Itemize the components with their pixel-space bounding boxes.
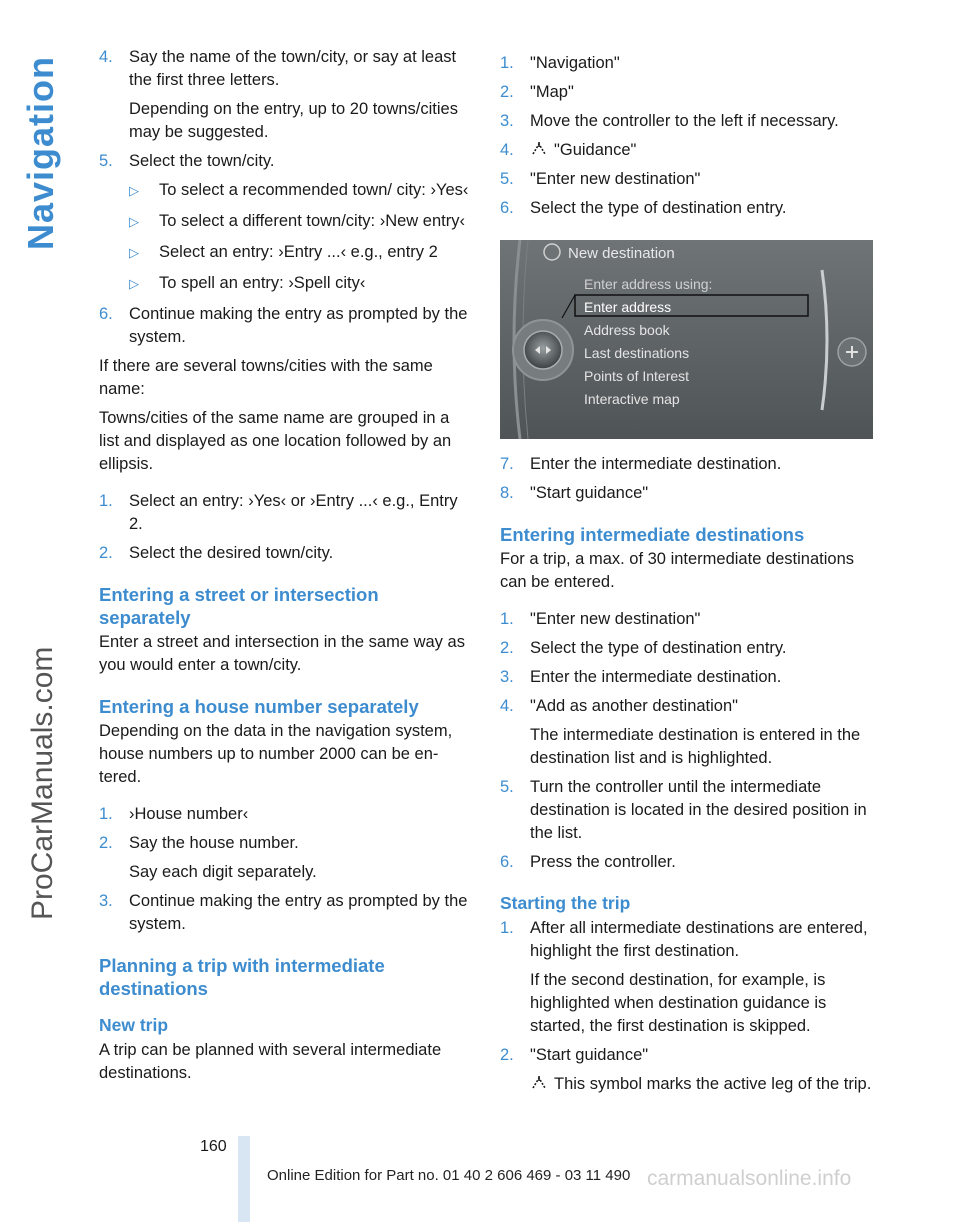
bullet-different: ▷ To select a different town/city: ›New entry‹	[129, 212, 465, 230]
left-column	[99, 46, 474, 1091]
paragraph-house-number: Depending on the data in the navigation system, house numbers up to number 2000 can be entered.	[99, 722, 453, 786]
bullet-recommended: ▷ To select a recommended town/ city: ›Yes‹	[129, 181, 469, 199]
house-step-1: 1. ›House number‹	[99, 805, 249, 823]
heading-starting-trip: Starting the trip	[500, 893, 631, 913]
heading-intermediate: Entering intermediate destinations	[500, 524, 805, 545]
section-side-title: Navigation	[20, 55, 61, 250]
house-step-2: 2. Say the house number.	[99, 834, 299, 852]
footer-watermark: carmanualsonline.info	[647, 1167, 852, 1190]
nav-step-4: 4. "Guidance"	[500, 141, 637, 159]
start-step-2-note: This symbol marks the active leg of the trip.	[530, 1073, 876, 1096]
footer-bar	[238, 1136, 250, 1222]
heading-new-trip: New trip	[99, 1015, 169, 1035]
inter-step-3: 3. Enter the intermediate destination.	[500, 668, 782, 686]
inter-step-2: 2. Select the type of destination entry.	[500, 639, 787, 657]
step-6: 6. Continue making the entry as prompted by the system.	[99, 305, 468, 346]
right-column	[500, 52, 876, 1102]
house-step-2-note: Say each digit separately.	[129, 863, 317, 881]
footer-text: Online Edition for Part no. 01 40 2 606 469 - 03 11 490	[267, 1167, 631, 1184]
nav-step-7: 7. Enter the intermediate destination.	[500, 455, 782, 473]
page-number: 160	[200, 1138, 227, 1155]
heading-street: Entering a street or intersection separately	[99, 584, 379, 628]
nav-step-6: 6. Select the type of destination entry.	[500, 199, 787, 217]
nav-step-1: 1. "Navigation"	[500, 54, 620, 72]
screen-item-address-book[interactable]: Address book	[584, 322, 670, 338]
inter-step-4: 4. "Add as another destination"	[500, 697, 739, 715]
paragraph-same-name: If there are several towns/cities with the same name:	[99, 357, 433, 398]
paragraph-new-trip: A trip can be planned with several intermediate destinations.	[99, 1041, 442, 1082]
heading-plan-trip: Planning a trip with intermediate destinations	[99, 955, 385, 999]
screen-title: New destination	[568, 245, 675, 262]
nav-step-3: 3. Move the controller to the left if necessary.	[500, 112, 839, 130]
house-step-3: 3. Continue making the entry as prompted by the system.	[99, 892, 468, 933]
step-4-note: Depending on the entry, up to 20 towns/cities may be suggested.	[129, 100, 458, 141]
nav-step-2: 2. "Map"	[500, 83, 574, 101]
idrive-screen	[500, 240, 873, 439]
guidance-icon	[530, 141, 548, 157]
active-leg-icon	[530, 1075, 548, 1091]
step-4: 4. Say the name of the town/city, or say at least the first three letters.	[99, 48, 457, 89]
screen-item-enter-address[interactable]: Enter address	[584, 299, 672, 315]
paragraph-intermediate: For a trip, a max. of 30 intermediate destinations can be entered.	[500, 550, 855, 591]
start-step-2: 2. "Start guidance"	[500, 1046, 649, 1064]
bullet-spell: ▷ To spell an entry: ›Spell city‹	[129, 274, 366, 292]
inter-step-1: 1. "Enter new destination"	[500, 610, 701, 628]
inter-step-5: 5. Turn the controller until the intermediate destination is located in the desired position in the list.	[500, 778, 867, 842]
start-step-1: 1. After all intermediate destinations are entered, highlight the first destination.	[500, 919, 868, 960]
bullet-entry: ▷ Select an entry: ›Entry ...‹ e.g., entry 2	[129, 243, 438, 261]
start-step-1-note: If the second destination, for example, is highlighted when destination guidance is started, the first destination is skipped.	[530, 971, 827, 1035]
screen-item-interactive-map[interactable]: Interactive map	[584, 391, 680, 407]
screen-item-points-of-interest[interactable]: Points of Interest	[584, 368, 690, 384]
screen-subtitle: Enter address using:	[584, 276, 713, 292]
paragraph-street: Enter a street and intersection in the same way as you would enter a town/city.	[99, 633, 465, 674]
nav-step-5: 5. "Enter new destination"	[500, 170, 701, 188]
entry-step-2: 2. Select the desired town/city.	[99, 544, 334, 562]
inter-step-4-note: The intermediate destination is entered in the destination list and is highlighted.	[530, 726, 861, 767]
side-watermark: ProCarManuals.com	[26, 646, 59, 920]
inter-step-6: 6. Press the controller.	[500, 853, 676, 871]
nav-step-8: 8. "Start guidance"	[500, 484, 649, 502]
heading-house-number: Entering a house number separately	[99, 696, 419, 717]
entry-step-1: 1. Select an entry: ›Yes‹ or ›Entry ...‹ e.g., Entry 2.	[99, 492, 458, 533]
screen-item-last-destinations[interactable]: Last destinations	[584, 345, 690, 361]
step-5: 5. Select the town/city.	[99, 152, 275, 170]
screen-graphic	[500, 240, 873, 439]
paragraph-grouped: Towns/cities of the same name are grouped in a list and displayed as one location followed by an ellipsis.	[99, 409, 452, 473]
